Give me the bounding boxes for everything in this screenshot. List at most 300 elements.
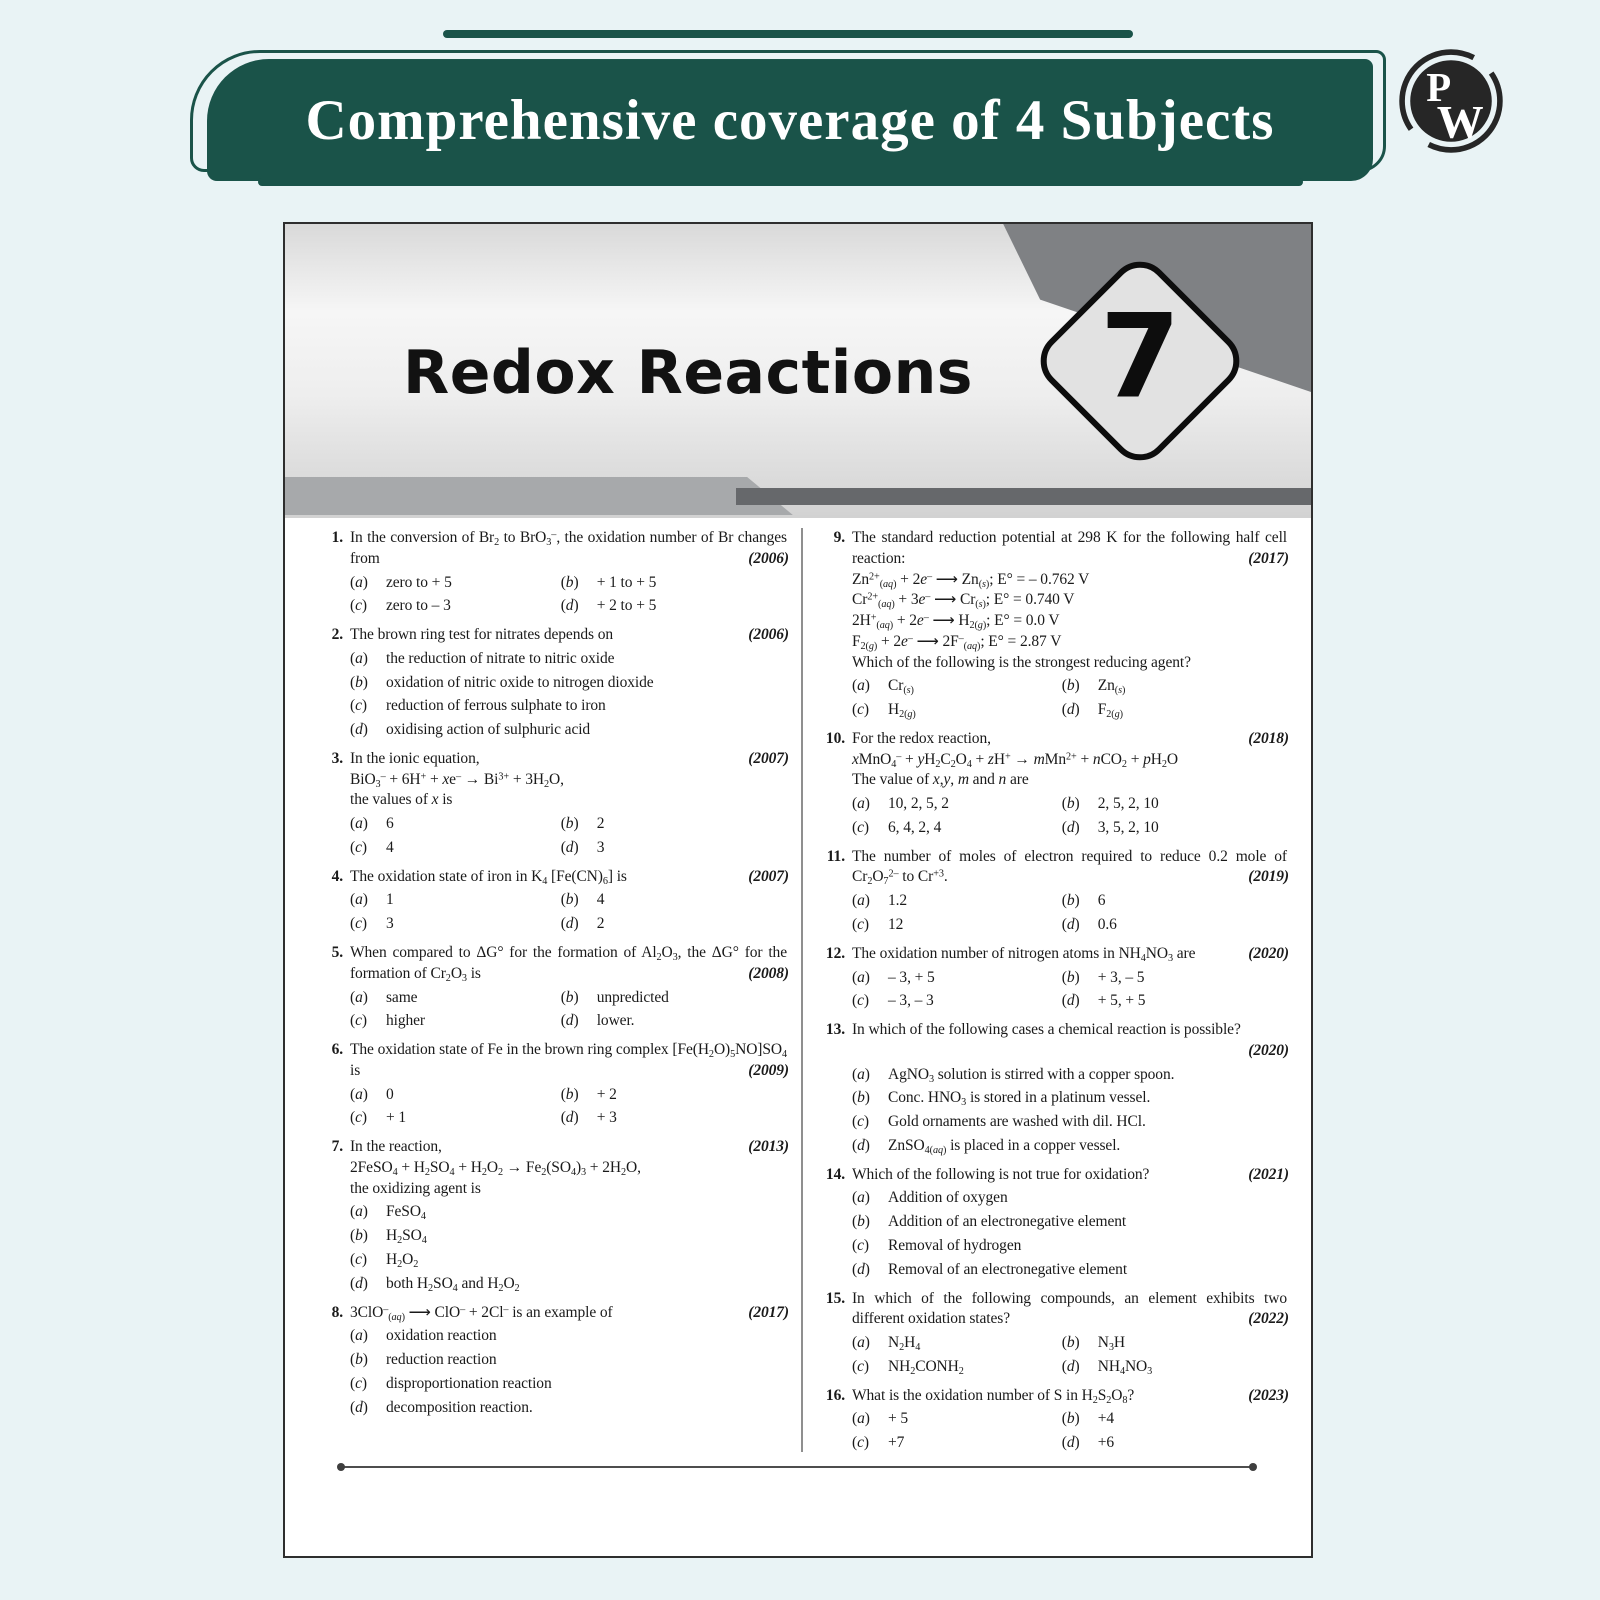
book-page	[283, 222, 1313, 1558]
option-label: (c)	[350, 697, 367, 715]
option	[852, 1333, 1062, 1354]
option-text: ZnSO$_{4(aq)}$ is placed in a copper vessel.	[888, 1136, 1121, 1156]
option-text: AgNO$_3$ solution is stirred with a copper spoon.	[888, 1065, 1175, 1085]
option-label: (c)	[852, 1236, 869, 1254]
chapter-title: Redox Reactions	[403, 338, 973, 408]
question-stem-line: The value of x,y, m and n are	[852, 771, 1029, 789]
option-label: (b)	[560, 891, 579, 909]
option-text: 3	[596, 838, 605, 856]
question-number: 16.	[825, 1386, 845, 1404]
question-body	[350, 1040, 789, 1129]
option-label: (a)	[350, 1203, 368, 1221]
option-label: (c)	[852, 1434, 869, 1452]
option-text: zero to + 5	[386, 573, 452, 591]
banner-title: Comprehensive coverage of 4 Subjects	[305, 88, 1275, 152]
option-label: (c)	[852, 701, 869, 719]
question	[817, 528, 1289, 721]
option	[350, 1085, 561, 1106]
option-label: (d)	[350, 1274, 368, 1292]
header-band-left	[285, 477, 793, 515]
question-year: (2020)	[1240, 1041, 1289, 1062]
option-label: (c)	[350, 1109, 367, 1127]
option-label: (d)	[852, 1260, 870, 1278]
question-stem-line: Which of the following is the strongest reducing agent?	[852, 653, 1191, 671]
option-text: 4	[596, 891, 605, 909]
option-label: (a)	[852, 1410, 870, 1428]
question-stem-line: xMnO$_4$– + $yH_2C_2O_4 + zH^+ \to mMn^{2+} + nCO_2 + pH_2O$	[852, 750, 1178, 770]
option	[852, 1065, 1289, 1086]
question-year: (2007)	[740, 749, 789, 770]
question-stem-line: the oxidizing agent is	[350, 1179, 481, 1197]
option-label: (a)	[350, 649, 368, 667]
option-text: + 3, – 5	[1097, 968, 1145, 986]
question-stem-line: In which of the following compounds, an element exhibits two different oxidation states? (2022)	[852, 1289, 1289, 1331]
option	[852, 700, 1062, 721]
banner-accent-line-bottom	[258, 178, 1303, 186]
option-text: 1	[386, 891, 394, 909]
option	[350, 1350, 789, 1371]
option-text: Addition of oxygen	[888, 1189, 1008, 1207]
option-text: 6	[386, 815, 394, 833]
option-text: Removal of hydrogen	[888, 1236, 1022, 1254]
option-label: (a)	[852, 892, 870, 910]
option	[561, 814, 789, 835]
option	[350, 838, 561, 859]
option-text: $NH_4NO_3$	[1097, 1357, 1153, 1377]
question-stem-line: 2FeSO$_4$ + $H_2SO_4 + H_2O_2 \to Fe_2(SO_4)_3 + 2H_2O$,	[350, 1158, 641, 1178]
option	[1062, 1433, 1289, 1454]
option	[350, 596, 561, 617]
question-body	[350, 528, 789, 617]
question-year: (2018)	[1240, 729, 1289, 750]
option	[350, 814, 561, 835]
question-number: 9.	[833, 529, 845, 546]
option	[350, 1398, 789, 1419]
option-label: (d)	[560, 838, 579, 856]
option	[561, 573, 789, 594]
option-text: Conc. $HNO_3$ is stored in a platinum vessel.	[888, 1089, 1151, 1109]
option-text: $Cr_{(s)}$	[888, 677, 914, 697]
question-stem-line: $Zn^{2+}_{(aq)} + 2e^-$ ⟶ $Zn_{(s)}$; E° = – 0.762 V	[852, 570, 1090, 590]
option-label: (d)	[852, 1136, 870, 1154]
question-year: (2007)	[740, 867, 789, 888]
option-label: (a)	[350, 815, 368, 833]
option	[350, 1108, 561, 1129]
option-text: same	[386, 988, 418, 1006]
option-text: 1.2	[888, 892, 908, 910]
option-label: (d)	[560, 1109, 579, 1127]
question-stem-line: The number of moles of electron required to reduce 0.2 mole of $Cr_2O_7^{2-}$ to $Cr^{+3}$. (2019)	[852, 847, 1289, 888]
option-label: (b)	[350, 673, 368, 691]
question	[817, 1386, 1289, 1454]
question-stem-line: $Cr^{2+}_{(aq)} + 3e^-$ ⟶ $Cr_{(s)}$; E° = 0.740 V	[852, 591, 1075, 611]
option-label: (d)	[1061, 701, 1080, 719]
options	[350, 646, 789, 741]
question-number: 2.	[331, 626, 343, 644]
question-year: (2020)	[1240, 944, 1289, 965]
question	[315, 749, 789, 859]
option-text: – 3, + 5	[888, 968, 935, 986]
option-label: (c)	[350, 597, 367, 615]
question-number: 14.	[825, 1165, 845, 1183]
option-text: both $H_2SO_4$ and $H_2O_2$	[386, 1274, 520, 1294]
question-body	[852, 1165, 1289, 1281]
option-label: (d)	[1061, 818, 1080, 836]
question-stem-line	[852, 1041, 1289, 1062]
option-label: (c)	[852, 916, 869, 934]
options	[852, 1330, 1289, 1378]
option	[852, 1260, 1289, 1281]
option-label: (a)	[350, 1327, 368, 1345]
question-number: 13.	[825, 1021, 845, 1039]
option	[852, 968, 1062, 989]
question	[315, 1040, 789, 1129]
option-text: disproportionation reaction	[386, 1374, 552, 1392]
question-stem-line: Which of the following is not true for oxidation? (2021)	[852, 1165, 1289, 1186]
options	[350, 887, 789, 935]
option-label: (d)	[350, 721, 368, 739]
question-year: (2008)	[740, 964, 789, 985]
option-label: (d)	[560, 915, 579, 933]
option	[1062, 818, 1289, 839]
option	[350, 1374, 789, 1395]
option-text: $H_2SO_4$	[386, 1227, 427, 1247]
question-stem-line: When compared to ΔG° for the formation of $Al_2O_3$, the ΔG° for the formation of $Cr_2O_3$ is (2008)	[350, 944, 789, 984]
option-text: unpredicted	[596, 988, 669, 1006]
question-body	[350, 867, 789, 935]
question-body	[852, 847, 1289, 936]
header-band-right	[736, 488, 1311, 505]
question-body	[350, 1303, 789, 1419]
option-label: (b)	[560, 815, 579, 833]
option-text: 2, 5, 2, 10	[1097, 795, 1159, 813]
option-text: $H_2O_2$	[386, 1250, 419, 1271]
options	[350, 1199, 789, 1294]
option-label: (a)	[350, 1085, 368, 1103]
option-label: (b)	[350, 1227, 368, 1245]
option	[1062, 991, 1289, 1012]
option	[350, 1326, 789, 1347]
question-year: (2009)	[740, 1061, 789, 1082]
option-text: + 5, + 5	[1097, 992, 1146, 1010]
option	[1062, 968, 1289, 989]
question-year: (2023)	[1240, 1386, 1289, 1407]
question-number: 6.	[331, 1041, 343, 1059]
option	[1062, 676, 1289, 697]
banner-outline	[190, 50, 1386, 172]
question-stem-line: For the redox reaction, (2018)	[852, 729, 1289, 750]
question	[817, 729, 1289, 839]
questions-area	[285, 518, 1311, 1476]
question-stem-line: The oxidation state of Fe in the brown ring complex $[Fe(H_2O)_5NO]SO_4$ is (2009)	[350, 1040, 789, 1082]
question-year: (2006)	[740, 625, 789, 646]
option-label: (b)	[1061, 968, 1080, 986]
question-stem-line: The standard reduction potential at 298 K for the following half cell reaction: (2017)	[852, 528, 1289, 570]
option-text: 12	[888, 916, 904, 934]
options	[852, 888, 1289, 936]
option-label: (c)	[350, 1012, 367, 1030]
option-text: the reduction of nitrate to nitric oxide	[386, 649, 615, 667]
option	[350, 890, 561, 911]
question	[817, 1165, 1289, 1281]
questions-column-left	[315, 528, 801, 1476]
option	[350, 1011, 561, 1032]
question-number: 10.	[825, 729, 845, 747]
question-body	[350, 943, 789, 1032]
option-text: 2	[596, 915, 605, 933]
question-body	[852, 944, 1289, 1012]
banner-accent-line-top	[443, 30, 1133, 38]
question-body	[852, 1020, 1289, 1157]
option	[852, 676, 1062, 697]
option	[350, 673, 789, 694]
option-label: (a)	[852, 1065, 870, 1083]
options	[852, 965, 1289, 1013]
option-label: (d)	[560, 1012, 579, 1030]
question-number: 3.	[331, 749, 343, 767]
pw-logo-letter-w: W	[1436, 96, 1484, 149]
options	[852, 791, 1289, 839]
option-text: oxidation reaction	[386, 1327, 497, 1345]
option-text: 6	[1097, 892, 1106, 910]
option	[350, 720, 789, 741]
option-text: $N_3H$	[1097, 1334, 1125, 1354]
option	[852, 818, 1062, 839]
question	[817, 1020, 1289, 1157]
option	[561, 1108, 789, 1129]
option-text: reduction of ferrous sulphate to iron	[386, 697, 606, 715]
options	[350, 811, 789, 859]
option-label: (b)	[852, 1089, 870, 1107]
question-number: 15.	[825, 1289, 845, 1307]
option	[852, 1409, 1062, 1430]
option-label: (a)	[852, 1334, 870, 1352]
question-year: (2006)	[740, 549, 789, 570]
question	[315, 1303, 789, 1419]
option-label: (a)	[350, 988, 368, 1006]
option	[350, 1250, 789, 1271]
option	[852, 1136, 1289, 1157]
question-stem-line: the values of x is	[350, 791, 453, 809]
question-number: 5.	[331, 944, 343, 962]
option-label: (a)	[852, 677, 870, 695]
option-label: (c)	[852, 992, 869, 1010]
option-label: (b)	[560, 1085, 579, 1103]
option-label: (a)	[852, 1189, 870, 1207]
question-stem-line: In which of the following cases a chemical reaction is possible?	[852, 1021, 1241, 1039]
options	[350, 1082, 789, 1130]
option-text: $H_{2(g)}$	[888, 701, 916, 721]
question-number: 4.	[331, 867, 343, 885]
option	[350, 649, 789, 670]
options	[852, 1406, 1289, 1454]
option-label: (a)	[852, 795, 870, 813]
question-stem-line: The oxidation number of nitrogen atoms in $NH_4NO_3$ are (2020)	[852, 944, 1289, 964]
option-label: (d)	[560, 597, 579, 615]
question-stem-line: $F_{2(g)} + 2e^-$ ⟶ $2F^-_{(aq)}$; E° = 2.87 V	[852, 632, 1062, 652]
option-label: (c)	[350, 838, 367, 856]
option-text: – 3, – 3	[888, 992, 934, 1010]
question-stem-line: The oxidation state of iron in $K_4$ $[Fe(CN)_6]$ is (2007)	[350, 867, 789, 887]
option-text: Removal of an electronegative element	[888, 1260, 1128, 1278]
option	[852, 1433, 1062, 1454]
option	[561, 988, 789, 1009]
option-text: 10, 2, 5, 2	[888, 795, 949, 813]
option	[1062, 1409, 1289, 1430]
option-label: (b)	[1061, 892, 1080, 910]
question	[315, 1137, 789, 1294]
question-number: 8.	[331, 1303, 343, 1321]
pw-logo-letter-p: P	[1426, 65, 1452, 110]
option	[852, 1188, 1289, 1209]
option	[1062, 1357, 1289, 1378]
option	[1062, 794, 1289, 815]
option-label: (b)	[560, 988, 579, 1006]
option-text: higher	[386, 1012, 425, 1030]
question-body	[350, 625, 789, 741]
question-stem-line: In the ionic equation, (2007)	[350, 749, 789, 770]
option	[561, 1011, 789, 1032]
option	[561, 1085, 789, 1106]
questions-column-right	[803, 528, 1289, 1476]
question-body	[350, 749, 789, 859]
option-text: decomposition reaction.	[386, 1398, 533, 1416]
option-label: (c)	[350, 1250, 367, 1268]
question-stem-line: 3ClO–$_{(aq)}$ ⟶ ClO– + 2Cl– is an example of (2017)	[350, 1303, 789, 1323]
question-year: (2019)	[1240, 867, 1289, 888]
option	[852, 1212, 1289, 1233]
option-text: $Zn_{(s)}$	[1097, 677, 1126, 697]
option	[350, 696, 789, 717]
option-text: oxidation of nitric oxide to nitrogen dioxide	[386, 673, 654, 691]
options	[852, 1062, 1289, 1157]
question	[315, 943, 789, 1032]
question-body	[852, 1289, 1289, 1378]
option-text: FeSO$_4$	[386, 1203, 426, 1223]
option-label: (a)	[350, 891, 368, 909]
option	[561, 838, 789, 859]
option	[1062, 891, 1289, 912]
option-label: (c)	[852, 818, 869, 836]
question-stem-line: In the conversion of $Br_2$ to BrO$_3$–, the oxidation number of Br changes from (2006)	[350, 528, 789, 570]
option-label: (c)	[350, 1374, 367, 1392]
options	[350, 1323, 789, 1418]
option-text: + 1	[386, 1109, 407, 1127]
question-year: (2022)	[1240, 1309, 1289, 1330]
option	[350, 1226, 789, 1247]
pw-logo	[1398, 48, 1504, 154]
option-text: 3	[386, 915, 394, 933]
option	[561, 914, 789, 935]
option-label: (c)	[852, 1113, 869, 1131]
option	[852, 991, 1062, 1012]
option-text: Addition of an electronegative element	[888, 1213, 1127, 1231]
option	[350, 1202, 789, 1223]
option-label: (d)	[350, 1398, 368, 1416]
question-body	[350, 1137, 789, 1294]
option-text: 3, 5, 2, 10	[1097, 818, 1159, 836]
option-text: $N_2H_4$	[888, 1334, 921, 1354]
option-label: (b)	[1061, 795, 1080, 813]
question-stem-line: What is the oxidation number of S in $H_2S_2O_8$? (2023)	[852, 1386, 1289, 1406]
option	[350, 573, 561, 594]
question	[817, 847, 1289, 936]
option-text: reduction reaction	[386, 1351, 497, 1369]
question	[315, 867, 789, 935]
question-number: 7.	[331, 1138, 343, 1156]
option-label: (b)	[560, 573, 579, 591]
option	[1062, 700, 1289, 721]
option-label: (d)	[1061, 992, 1080, 1010]
option-label: (b)	[1061, 1410, 1080, 1428]
end-divider	[341, 1466, 1253, 1468]
option-text: lower.	[596, 1012, 635, 1030]
question-number: 12.	[825, 944, 845, 962]
option	[350, 1274, 789, 1295]
option-label: (b)	[350, 1351, 368, 1369]
options	[350, 570, 789, 618]
option-text: +4	[1097, 1410, 1115, 1428]
question-stem-line: $2H^+_{(aq)} + 2e^-$ ⟶ $H_{2(g)}$; E° = 0.0 V	[852, 612, 1060, 632]
option-text: 0.6	[1097, 916, 1117, 934]
question	[315, 528, 789, 617]
option-text: +6	[1097, 1434, 1115, 1452]
option-text: 6, 4, 2, 4	[888, 818, 942, 836]
option-text: +7	[888, 1434, 905, 1452]
option	[1062, 915, 1289, 936]
option-label: (b)	[1061, 677, 1080, 695]
question	[315, 625, 789, 741]
option-label: (a)	[852, 968, 870, 986]
question-number: 11.	[826, 847, 845, 865]
options	[852, 673, 1289, 721]
question-year: (2013)	[740, 1137, 789, 1158]
option-text: oxidising action of sulphuric acid	[386, 721, 591, 739]
option-label: (c)	[350, 915, 367, 933]
option-label: (b)	[852, 1213, 870, 1231]
option-text: Gold ornaments are washed with dil. HCl.	[888, 1113, 1146, 1131]
option	[852, 891, 1062, 912]
question	[817, 1289, 1289, 1378]
option	[852, 1236, 1289, 1257]
option	[561, 890, 789, 911]
option	[852, 915, 1062, 936]
options	[350, 985, 789, 1033]
option	[852, 794, 1062, 815]
option-text: zero to – 3	[386, 597, 451, 615]
question-body	[852, 1386, 1289, 1454]
option	[350, 914, 561, 935]
chapter-number: 7	[1099, 289, 1181, 424]
question	[817, 944, 1289, 1012]
question-stem-line: In the reaction, (2013)	[350, 1137, 789, 1158]
chapter-header	[285, 224, 1311, 518]
option	[561, 596, 789, 617]
question-year: (2021)	[1240, 1165, 1289, 1186]
option-text: 2	[596, 815, 605, 833]
question-body	[852, 528, 1289, 721]
option-label: (b)	[1061, 1334, 1080, 1352]
question-body	[852, 729, 1289, 839]
option	[852, 1357, 1062, 1378]
question-year: (2017)	[1240, 549, 1289, 570]
option-label: (d)	[1061, 1434, 1080, 1452]
option-text: 0	[386, 1085, 394, 1103]
option-text: + 2 to + 5	[596, 597, 657, 615]
option-label: (d)	[1061, 916, 1080, 934]
option-text: + 2	[596, 1085, 617, 1103]
option-text: + 1 to + 5	[596, 573, 657, 591]
